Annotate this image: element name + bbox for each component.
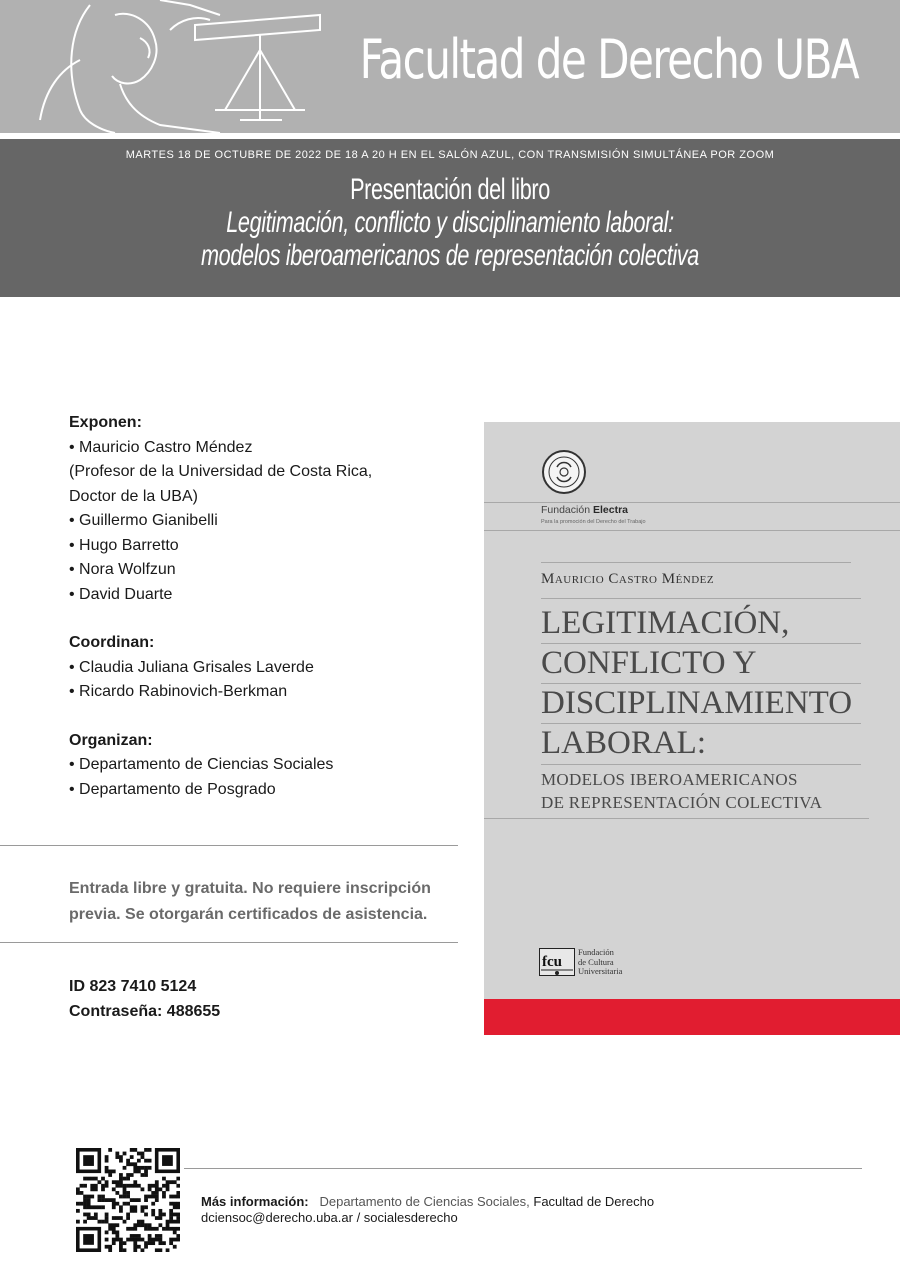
svg-text:fcu: fcu: [542, 954, 562, 970]
book-author: Mauricio Castro Méndez: [541, 571, 715, 587]
coordinator-item: • Claudia Juliana Grisales Laverde: [69, 658, 314, 676]
footer-faculty: Facultad de Derecho: [533, 1194, 655, 1209]
zoom-id: ID 823 7410 5124: [69, 978, 197, 995]
speakers-heading: Exponen:: [69, 414, 142, 431]
seal-emblem-icon: [541, 449, 587, 495]
header-band: [0, 0, 900, 133]
organizer-item: • Departamento de Ciencias Sociales: [69, 756, 334, 773]
coordinators-group: [69, 631, 469, 705]
justice-scales-woman-illustration: [20, 0, 350, 133]
speaker-item: • David Duarte: [69, 585, 173, 603]
event-book-title-line-2: modelos iberoamericanos de representación colectiva: [201, 239, 699, 272]
organizer-item: • Departamento de Posgrado: [69, 780, 276, 798]
speaker-item: Doctor de la UBA): [69, 487, 198, 505]
faculty-title: Facultad de Derecho UBA: [359, 28, 858, 91]
event-band: [0, 139, 900, 297]
book-title-line: CONFLICTO Y: [541, 645, 757, 681]
publisher-name: Fundación Electra: [541, 504, 628, 516]
book-title-line: LABORAL:: [541, 725, 706, 761]
event-title: [126, 173, 774, 272]
speaker-item: • Guillermo Gianibelli: [69, 512, 218, 529]
speakers-group: [69, 411, 469, 607]
fcu-publisher: Fundación de Cultura Universitaria: [578, 947, 623, 976]
book-title-line: LEGITIMACIÓN,: [541, 605, 790, 641]
event-book-title-line-1: Legitimación, conflicto y disciplinamiento laboral:: [226, 206, 674, 239]
cover-rule: [484, 530, 900, 531]
cover-red-band: [484, 999, 900, 1035]
speaker-item: • Hugo Barretto: [69, 536, 179, 554]
cover-rule: [484, 502, 900, 503]
notice-divider-bottom: [0, 942, 458, 943]
organizers-heading: Organizan:: [69, 731, 153, 749]
cover-rule: [541, 598, 861, 599]
footer-divider: [184, 1168, 862, 1169]
footer-department: Departamento de Ciencias Sociales,: [319, 1194, 530, 1209]
qr-code-icon[interactable]: [76, 1148, 180, 1252]
zoom-access: [69, 974, 220, 1024]
event-date-line: MARTES 18 DE OCTUBRE DE 2022 DE 18 A 20 H EN EL SALÓN AZUL, CON TRANSMISIÓN SIMULTÁNEA POR ZOOM: [125, 149, 775, 161]
more-info-label: Más información:: [201, 1194, 309, 1209]
fcu-logo-icon: [539, 948, 575, 976]
cover-rule: [541, 764, 861, 765]
coordinators-heading: Coordinan:: [69, 634, 155, 651]
event-info: [69, 411, 469, 826]
publisher-tagline: Para la promoción del Derecho del Trabajo: [541, 519, 646, 525]
coordinator-item: • Ricardo Rabinovich-Berkman: [69, 683, 288, 700]
footer-info: [201, 1194, 654, 1226]
organizers-group: [69, 729, 469, 803]
book-cover: [484, 422, 900, 1035]
speaker-item: (Profesor de la Universidad de Costa Rica,: [69, 463, 373, 480]
entry-notice: Entrada libre y gratuita. No requiere inscripción previa. Se otorgarán certificados de asistencia.: [69, 880, 431, 923]
cover-rule: [541, 562, 851, 563]
speaker-item: • Nora Wolfzun: [69, 561, 176, 578]
book-title-line: DISCIPLINAMIENTO: [541, 685, 853, 721]
book-subtitle: MODELOS IBEROAMERICANOS DE REPRESENTACIÓN COLECTIVA: [541, 770, 823, 812]
footer-contact[interactable]: dciensoc@derecho.uba.ar / socialesderecho: [201, 1210, 458, 1225]
event-heading: Presentación del libro: [350, 173, 550, 206]
notice-divider-top: [0, 845, 458, 846]
zoom-password: Contraseña: 488655: [69, 1003, 221, 1020]
speaker-item: • Mauricio Castro Méndez: [69, 438, 253, 456]
cover-rule: [484, 818, 869, 819]
